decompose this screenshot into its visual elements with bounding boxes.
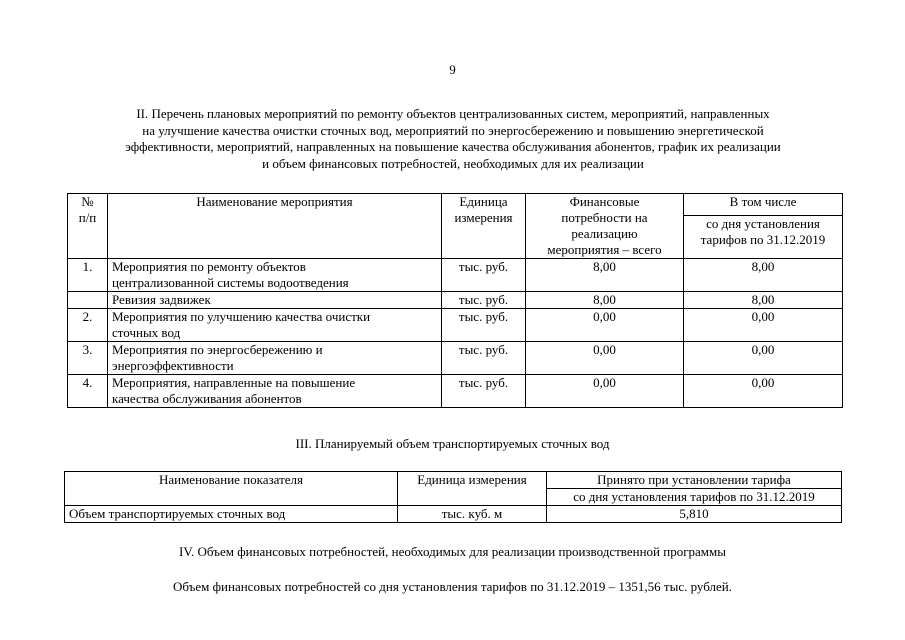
table-row — [65, 506, 842, 523]
row-unit: тыс. руб. — [442, 375, 526, 408]
section-4-title: IV. Объем финансовых потребностей, необходимых для реализации производственной программы — [179, 544, 726, 559]
row-name-text: сточных вод — [112, 325, 181, 340]
section-3-title: III. Планируемый объем транспортируемых сточных вод — [295, 436, 610, 451]
header-unit: Единица измерения — [398, 472, 547, 506]
row-num: 3. — [68, 342, 108, 375]
row-name — [108, 342, 442, 375]
row-name-text: Мероприятия по ремонту объектов — [112, 259, 306, 274]
table-row — [68, 292, 843, 309]
row-name-text: Мероприятия по энергосбережению и — [112, 342, 323, 357]
title-line: II. Перечень плановых мероприятий по ремонту объектов централизованных систем, мероприятий, направленных — [136, 106, 770, 121]
row-name — [108, 375, 442, 408]
row-value: 5,810 — [547, 506, 842, 523]
header-text: со дня установления — [706, 216, 820, 232]
header-text: тарифов по 31.12.2019 — [700, 232, 826, 248]
row-including: 8,00 — [684, 292, 843, 309]
row-unit: тыс. руб. — [442, 292, 526, 309]
header-accepted-period: со дня установления тарифов по 31.12.2019 — [547, 489, 842, 506]
header-text: измерения — [454, 210, 513, 225]
header-accepted: Принято при установлении тарифа — [547, 472, 842, 489]
title-line: и объем финансовых потребностей, необходимых для их реализации — [262, 155, 644, 171]
section-2-title — [62, 106, 844, 172]
header-unit — [442, 194, 526, 259]
row-total: 0,00 — [526, 309, 684, 342]
row-num: 4. — [68, 375, 108, 408]
table-row — [68, 342, 843, 375]
row-name: Объем транспортируемых сточных вод — [65, 506, 398, 523]
financial-summary-text: Объем финансовых потребностей со дня установления тарифов по 31.12.2019 – 1351,56 тыс. рублей. — [172, 579, 733, 594]
row-including: 0,00 — [684, 309, 843, 342]
table-row — [68, 259, 843, 292]
row-including: 0,00 — [684, 375, 843, 408]
title-line: на улучшение качества очистки сточных вод, мероприятий по энергосбережению и повышению энергетической — [142, 122, 764, 138]
row-name — [108, 259, 442, 292]
title-line: эффективности, мероприятий, направленных на повышение качества обслуживания абонентов, график их реализации — [125, 139, 781, 154]
row-name-text: Мероприятия, направленные на повышение — [112, 375, 356, 390]
row-total: 8,00 — [526, 292, 684, 309]
row-unit: тыс. руб. — [442, 309, 526, 342]
row-name-text: централизованной системы водоотведения — [112, 275, 349, 290]
table-row — [68, 309, 843, 342]
row-including: 0,00 — [684, 342, 843, 375]
row-num: 1. — [68, 259, 108, 292]
header-name: Наименование мероприятия — [108, 194, 442, 259]
header-including: В том числе — [684, 194, 843, 216]
header-text: мероприятия – всего — [547, 242, 662, 257]
table-row — [68, 375, 843, 408]
row-unit: тыс. куб. м — [398, 506, 547, 523]
table-header-row — [65, 472, 842, 489]
page-number: 9 — [449, 62, 456, 77]
header-text: потребности на — [561, 210, 648, 225]
row-total: 8,00 — [526, 259, 684, 292]
row-unit: тыс. руб. — [442, 259, 526, 292]
row-name-text: качества обслуживания абонентов — [112, 391, 302, 406]
header-text: реализацию — [571, 226, 638, 241]
header-text: п/п — [78, 210, 97, 225]
header-text: № — [81, 194, 94, 209]
header-text: Единица — [459, 194, 508, 209]
header-num — [68, 194, 108, 259]
row-num: 2. — [68, 309, 108, 342]
header-indicator: Наименование показателя — [65, 472, 398, 506]
row-name — [108, 309, 442, 342]
row-unit: тыс. руб. — [442, 342, 526, 375]
row-name-text: Мероприятия по улучшению качества очистки — [112, 309, 371, 324]
row-total: 0,00 — [526, 342, 684, 375]
row-num — [68, 292, 108, 309]
header-text: Финансовые — [569, 194, 640, 209]
header-including-period — [684, 216, 843, 259]
row-name-text: энергоэффективности — [112, 358, 234, 373]
measures-table — [67, 193, 843, 408]
row-name: Ревизия задвижек — [108, 292, 442, 309]
row-total: 0,00 — [526, 375, 684, 408]
table-header-row — [68, 194, 843, 216]
header-financial — [526, 194, 684, 259]
row-including: 8,00 — [684, 259, 843, 292]
volume-table — [64, 471, 842, 523]
